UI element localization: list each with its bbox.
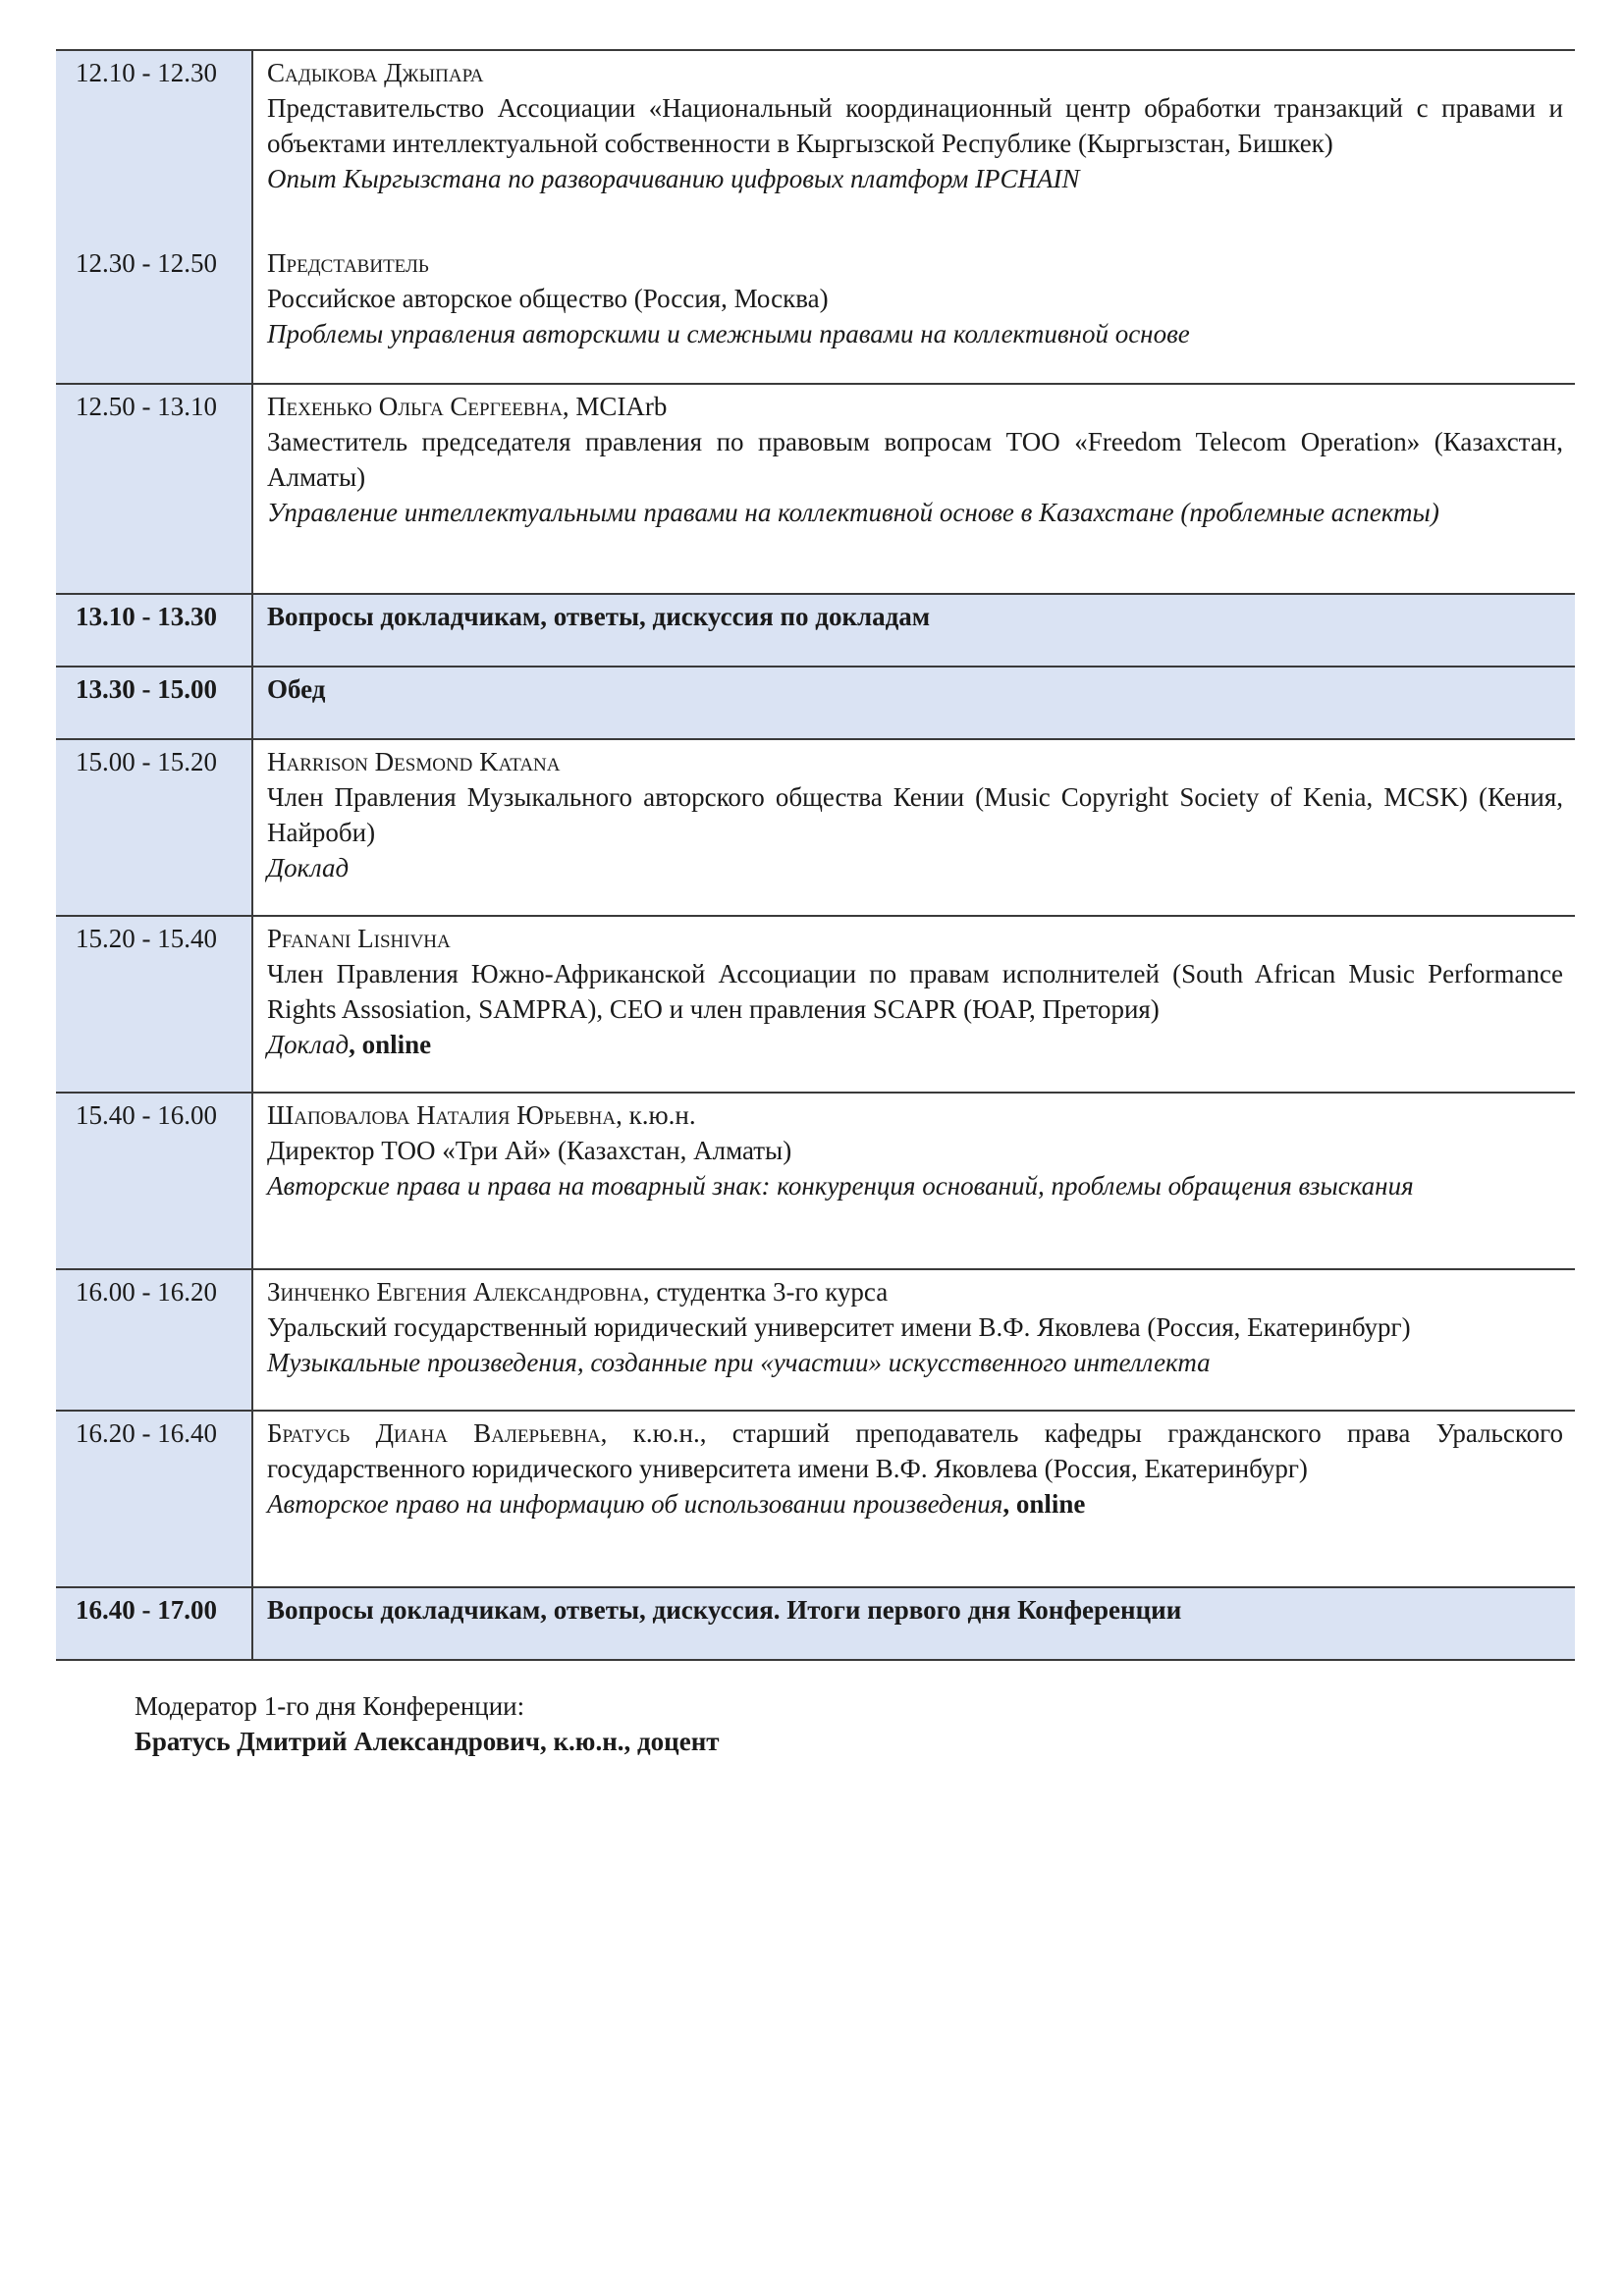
- talk-cell: [252, 1093, 1575, 1269]
- talk-cell: [252, 384, 1575, 594]
- schedule-row-lunch: [56, 667, 1575, 739]
- talk-topic: Опыт Кыргызстана по разворачиванию цифровых платформ IPCHAIN: [267, 164, 1080, 193]
- time-slot: 12.10 - 12.30: [56, 50, 252, 241]
- schedule-row: [56, 1093, 1575, 1269]
- speaker-name: Зинченко Евгения Александровна, студентка 3-го курса: [267, 1277, 889, 1307]
- talk-topic: Управление интеллектуальными правами на коллективной основе в Казахстане (проблемные аспекты): [267, 498, 1439, 527]
- speaker-org: Директор ТОО «Три Ай» (Казахстан, Алматы): [267, 1136, 792, 1165]
- time-slot: 12.30 - 12.50: [56, 241, 252, 384]
- talk-topic: Доклад: [267, 853, 350, 882]
- time-slot: 16.20 - 16.40: [56, 1411, 252, 1587]
- speaker-org: Представительство Ассоциации «Национальный координационный центр обработки транзакций с правами и объектами интеллектуальной собственности в Кыргызской Республике (Кыргызстан, Бишкек): [267, 93, 1563, 158]
- time-slot: 15.40 - 16.00: [56, 1093, 252, 1269]
- talk-topic: Доклад, online: [267, 1030, 432, 1059]
- schedule-row: [56, 916, 1575, 1093]
- time-slot: 13.30 - 15.00: [56, 667, 252, 739]
- schedule-row: [56, 50, 1575, 241]
- speaker-name: Пехенько Ольга Сергеевна, MCIArb: [267, 392, 668, 421]
- speaker-name: Представитель: [267, 248, 429, 278]
- schedule-row-closing: [56, 1587, 1575, 1660]
- schedule-row: [56, 1269, 1575, 1411]
- talk-topic: Авторские права и права на товарный знак: конкуренция оснований, проблемы обращения взыскания: [267, 1171, 1414, 1201]
- speaker-name: Pfanani Lishivha: [267, 924, 451, 953]
- talk-cell: [252, 1269, 1575, 1411]
- schedule-row: [56, 241, 1575, 384]
- session-text: Вопросы докладчикам, ответы, дискуссия по докладам: [252, 594, 1575, 667]
- schedule-row: [56, 739, 1575, 916]
- schedule-table: [56, 49, 1575, 1661]
- time-slot: 13.10 - 13.30: [56, 594, 252, 667]
- time-slot: 16.40 - 17.00: [56, 1587, 252, 1660]
- speaker-org: Член Правления Музыкального авторского общества Кении (Music Copyright Society of Kenia, MCSK) (Кения, Найроби): [267, 782, 1563, 847]
- speaker-name: Братусь Диана Валерьевна, к.ю.н., старший преподаватель кафедры гражданского права Уральского государственного юридического университета имени В.Ф. Яковлева (Россия, Екатеринбург): [267, 1418, 1563, 1483]
- talk-cell: [252, 739, 1575, 916]
- schedule-row: [56, 1411, 1575, 1587]
- speaker-name: Шаповалова Наталия Юрьевна, к.ю.н.: [267, 1100, 696, 1130]
- moderator-block: [135, 1688, 720, 1759]
- talk-topic: Авторское право на информацию об использовании произведения, online: [267, 1489, 1086, 1519]
- talk-cell: [252, 241, 1575, 384]
- schedule-row: [56, 384, 1575, 594]
- speaker-org: Российское авторское общество (Россия, Москва): [267, 284, 829, 313]
- talk-cell: [252, 1411, 1575, 1587]
- time-slot: 16.00 - 16.20: [56, 1269, 252, 1411]
- talk-cell: [252, 916, 1575, 1093]
- schedule-row-discussion: [56, 594, 1575, 667]
- time-slot: 12.50 - 13.10: [56, 384, 252, 594]
- talk-cell: [252, 50, 1575, 241]
- session-text: Обед: [252, 667, 1575, 739]
- time-slot: 15.00 - 15.20: [56, 739, 252, 916]
- speaker-name: Harrison Desmond Katana: [267, 747, 561, 776]
- session-text: Вопросы докладчикам, ответы, дискуссия. Итоги первого дня Конференции: [252, 1587, 1575, 1660]
- talk-topic: Музыкальные произведения, созданные при «участии» искусственного интеллекта: [267, 1348, 1211, 1377]
- time-slot: 15.20 - 15.40: [56, 916, 252, 1093]
- speaker-name: Садыкова Джыпара: [267, 58, 484, 87]
- speaker-org: Член Правления Южно-Африканской Ассоциации по правам исполнителей (South African Music Performance Rights Assosiation, SAMPRA), CEO и член правления SCAPR (ЮАР, Претория): [267, 959, 1563, 1024]
- speaker-org: Заместитель председателя правления по правовым вопросам ТОО «Freedom Telecom Operation» (Казахстан, Алматы): [267, 427, 1563, 492]
- speaker-org: Уральский государственный юридический университет имени В.Ф. Яковлева (Россия, Екатеринбург): [267, 1312, 1411, 1342]
- talk-topic: Проблемы управления авторскими и смежными правами на коллективной основе: [267, 319, 1190, 348]
- moderator-label: Модератор 1-го дня Конференции:: [135, 1691, 525, 1721]
- moderator-name: Братусь Дмитрий Александрович, к.ю.н., доцент: [135, 1727, 720, 1756]
